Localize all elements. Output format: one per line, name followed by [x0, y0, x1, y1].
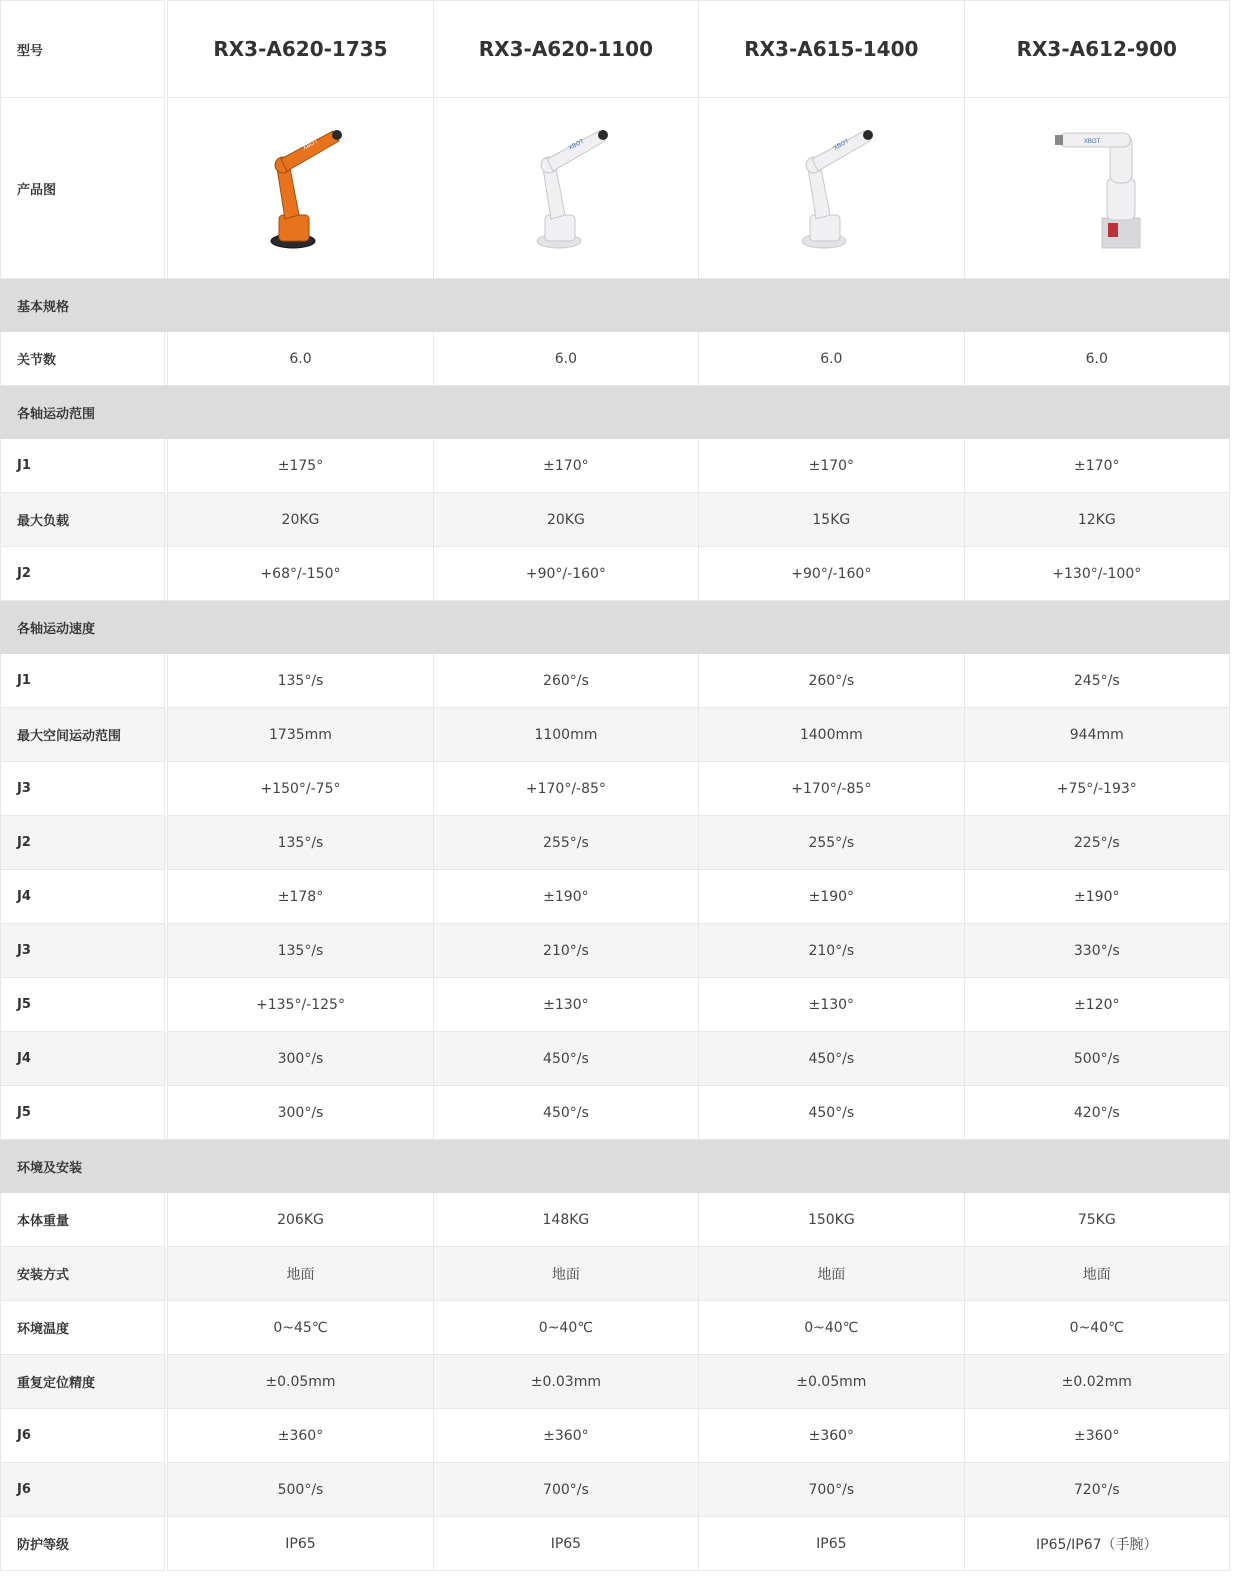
spec-value: 210°/s [699, 924, 964, 978]
spec-value: ±178° [168, 870, 433, 924]
spec-value: 330°/s [964, 924, 1229, 978]
spec-label: J1 [1, 439, 165, 493]
section-title: 各轴运动速度 [1, 601, 1230, 654]
spec-value: ±175° [168, 439, 433, 493]
spec-value: ±190° [964, 870, 1229, 924]
spec-row [1, 1517, 1230, 1571]
spec-value: 700°/s [699, 1463, 964, 1517]
spec-value: ±130° [433, 978, 698, 1032]
section-header-row [1, 1140, 1230, 1193]
spec-value: 20KG [433, 493, 698, 547]
spec-value: 150KG [699, 1193, 964, 1247]
spec-row [1, 1032, 1230, 1086]
spec-value: 6.0 [964, 332, 1229, 386]
product-image-cell [168, 98, 433, 279]
spec-label: J5 [1, 978, 165, 1032]
spec-value: 6.0 [433, 332, 698, 386]
spec-value: 255°/s [433, 816, 698, 870]
spec-row [1, 708, 1230, 762]
spec-label: 最大负载 [1, 493, 165, 547]
robot-arm-image [786, 123, 876, 253]
spec-value: +135°/-125° [168, 978, 433, 1032]
spec-value: +170°/-85° [433, 762, 698, 816]
spec-label: J6 [1, 1409, 165, 1463]
spec-value: ±360° [699, 1409, 964, 1463]
spec-value: ±190° [699, 870, 964, 924]
product-image-cell [964, 98, 1229, 279]
brand-logo: XBOT [833, 138, 851, 152]
spec-value: ±120° [964, 978, 1229, 1032]
spec-value: 135°/s [168, 654, 433, 708]
section-header-row [1, 279, 1230, 332]
spec-value: ±0.03mm [433, 1355, 698, 1409]
spec-value: 6.0 [699, 332, 964, 386]
spec-value: ±0.05mm [699, 1355, 964, 1409]
spec-value: 450°/s [433, 1032, 698, 1086]
spec-label: 重复定位精度 [1, 1355, 165, 1409]
brand-logo: XBOT [1083, 139, 1100, 145]
spec-row [1, 816, 1230, 870]
spec-value: 420°/s [964, 1086, 1229, 1140]
model-name: RX3-A620-1735 [168, 1, 433, 98]
spec-value: ±130° [699, 978, 964, 1032]
spec-value: 15KG [699, 493, 964, 547]
spec-label: 防护等级 [1, 1517, 165, 1571]
spec-label: 安装方式 [1, 1247, 165, 1301]
spec-value: 0~40℃ [433, 1301, 698, 1355]
spec-value: +150°/-75° [168, 762, 433, 816]
spec-value: ±170° [964, 439, 1229, 493]
spec-value: ±360° [964, 1409, 1229, 1463]
spec-row [1, 493, 1230, 547]
spec-table-body [1, 1, 1230, 1571]
spec-value: ±170° [433, 439, 698, 493]
spec-label: J3 [1, 762, 165, 816]
spec-label: J1 [1, 654, 165, 708]
spec-row [1, 870, 1230, 924]
spec-row [1, 1301, 1230, 1355]
product-image-row [1, 98, 1230, 279]
section-title: 各轴运动范围 [1, 386, 1230, 439]
brand-logo: XBOT [567, 138, 586, 152]
spec-value: 450°/s [433, 1086, 698, 1140]
spec-value: +90°/-160° [433, 547, 698, 601]
brand-logo: XBOT [302, 138, 320, 152]
spec-label: 环境温度 [1, 1301, 165, 1355]
spec-value: 500°/s [168, 1463, 433, 1517]
spec-row [1, 762, 1230, 816]
spec-value: 地面 [699, 1247, 964, 1301]
model-header-row [1, 1, 1230, 98]
spec-value: 20KG [168, 493, 433, 547]
spec-value: 12KG [964, 493, 1229, 547]
spec-value: 135°/s [168, 924, 433, 978]
spec-value: 135°/s [168, 816, 433, 870]
spec-value: 148KG [433, 1193, 698, 1247]
spec-value: 260°/s [699, 654, 964, 708]
spec-value: 0~40℃ [964, 1301, 1229, 1355]
section-header-row [1, 386, 1230, 439]
spec-value: 450°/s [699, 1032, 964, 1086]
spec-label: J6 [1, 1463, 165, 1517]
spec-value: 255°/s [699, 816, 964, 870]
spec-row [1, 1463, 1230, 1517]
spec-label: J4 [1, 870, 165, 924]
spec-label: 关节数 [1, 332, 165, 386]
spec-row [1, 924, 1230, 978]
spec-value: ±360° [168, 1409, 433, 1463]
spec-label: 本体重量 [1, 1193, 165, 1247]
spec-value: 地面 [168, 1247, 433, 1301]
spec-row [1, 439, 1230, 493]
spec-value: IP65 [433, 1517, 698, 1571]
spec-value: 245°/s [964, 654, 1229, 708]
spec-value: 1400mm [699, 708, 964, 762]
robot-arm-image [521, 123, 611, 253]
spec-value: ±360° [433, 1409, 698, 1463]
spec-value: 260°/s [433, 654, 698, 708]
spec-value: 75KG [964, 1193, 1229, 1247]
spec-row [1, 332, 1230, 386]
spec-row [1, 1086, 1230, 1140]
spec-value: 6.0 [168, 332, 433, 386]
spec-value: 206KG [168, 1193, 433, 1247]
model-name: RX3-A615-1400 [699, 1, 964, 98]
spec-value: 0~45℃ [168, 1301, 433, 1355]
spec-value: +170°/-85° [699, 762, 964, 816]
product-image-label: 产品图 [1, 98, 165, 279]
spec-value: +75°/-193° [964, 762, 1229, 816]
robot-arm-image [255, 123, 345, 253]
spec-row [1, 1193, 1230, 1247]
model-name: RX3-A612-900 [964, 1, 1229, 98]
spec-value: 720°/s [964, 1463, 1229, 1517]
section-title: 环境及安装 [1, 1140, 1230, 1193]
model-name: RX3-A620-1100 [433, 1, 698, 98]
model-header-label: 型号 [1, 1, 165, 98]
spec-label: J5 [1, 1086, 165, 1140]
product-image-cell [433, 98, 698, 279]
spec-label: J2 [1, 816, 165, 870]
spec-row [1, 1355, 1230, 1409]
spec-value: 450°/s [699, 1086, 964, 1140]
spec-value: 300°/s [168, 1032, 433, 1086]
spec-value: 0~40℃ [699, 1301, 964, 1355]
spec-value: ±0.02mm [964, 1355, 1229, 1409]
spec-row [1, 1247, 1230, 1301]
spec-value: +90°/-160° [699, 547, 964, 601]
spec-value: ±0.05mm [168, 1355, 433, 1409]
spec-row [1, 978, 1230, 1032]
spec-value: 300°/s [168, 1086, 433, 1140]
spec-label: J3 [1, 924, 165, 978]
spec-value: 1100mm [433, 708, 698, 762]
spec-value: +130°/-100° [964, 547, 1229, 601]
spec-value: 500°/s [964, 1032, 1229, 1086]
spec-value: 地面 [964, 1247, 1229, 1301]
spec-value: IP65 [699, 1517, 964, 1571]
robot-arm-image-scara [1052, 123, 1142, 253]
spec-value: ±190° [433, 870, 698, 924]
spec-value: +68°/-150° [168, 547, 433, 601]
spec-value: 225°/s [964, 816, 1229, 870]
spec-row [1, 547, 1230, 601]
product-image-cell [699, 98, 964, 279]
spec-value: 地面 [433, 1247, 698, 1301]
spec-value: 944mm [964, 708, 1229, 762]
spec-label: J2 [1, 547, 165, 601]
spec-label: J4 [1, 1032, 165, 1086]
spec-value: ±170° [699, 439, 964, 493]
spec-value: 700°/s [433, 1463, 698, 1517]
spec-label: 最大空间运动范围 [1, 708, 165, 762]
spec-value: IP65 [168, 1517, 433, 1571]
spec-row [1, 1409, 1230, 1463]
spec-value: 210°/s [433, 924, 698, 978]
spec-row [1, 654, 1230, 708]
section-title: 基本规格 [1, 279, 1230, 332]
spec-value: 1735mm [168, 708, 433, 762]
section-header-row [1, 601, 1230, 654]
spec-value: IP65/IP67（手腕） [964, 1517, 1229, 1571]
